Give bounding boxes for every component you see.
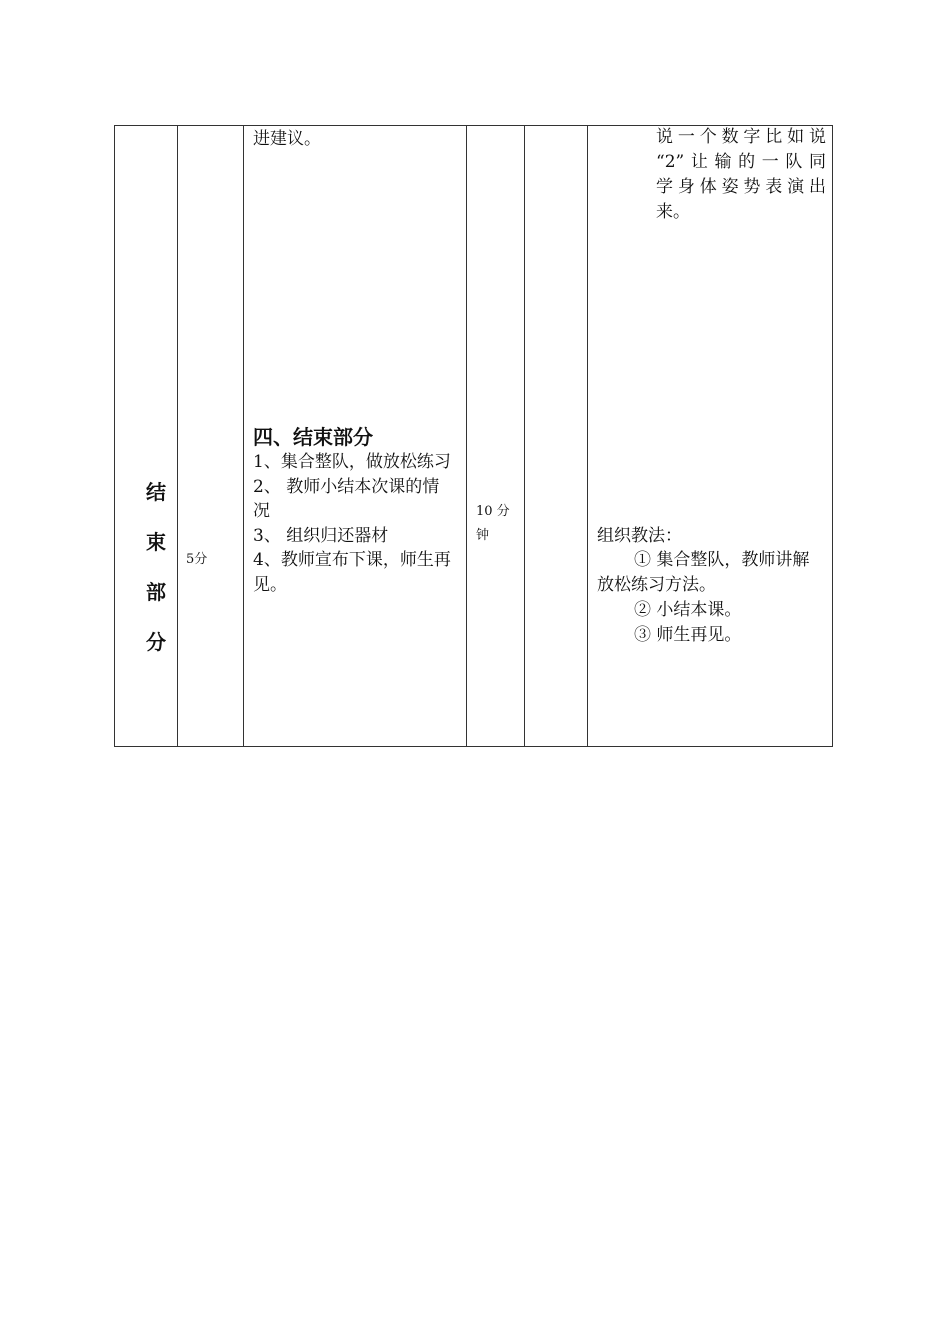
method-item: 放松练习方法。 [597,575,716,595]
lesson-table [114,125,833,747]
section-heading: 四、结束部分 [253,425,373,449]
method-carry-over-line: 学身体姿势表演出 [656,177,826,197]
section-label-char: 分 [146,630,166,654]
column-divider [177,125,178,747]
column-divider [524,125,525,747]
method-item: ② 小结本课。 [634,600,742,620]
content-line: 见。 [253,575,287,595]
content-carry-over: 进建议。 [253,129,321,149]
method-title: 组织教法： [597,526,682,546]
content-line: 2、 教师小结本次课的情 [253,477,440,497]
column-divider [587,125,588,747]
column-divider [243,125,244,747]
duration-line: 钟 [476,528,490,543]
method-carry-over-line: “2”让输的一队同 [656,152,826,172]
content-line: 4、教师宣布下课，师生再 [253,550,451,570]
section-label-char: 部 [146,580,166,604]
content-line: 1、集合整队，做放松练习 [253,452,451,472]
method-carry-over-line: 来。 [656,202,690,222]
column-divider [466,125,467,747]
time-allocation: 5分 [186,552,208,567]
section-label-char: 结 [146,480,166,504]
content-line: 3、 组织归还器材 [253,526,389,546]
method-item: ① 集合整队，教师讲解 [634,550,810,570]
content-line: 况 [253,501,270,521]
duration-line: 10 分 [476,504,510,519]
section-label-char: 束 [146,530,166,554]
method-item: ③ 师生再见。 [634,625,742,645]
method-carry-over-line: 说一个数字比如说 [656,127,826,147]
